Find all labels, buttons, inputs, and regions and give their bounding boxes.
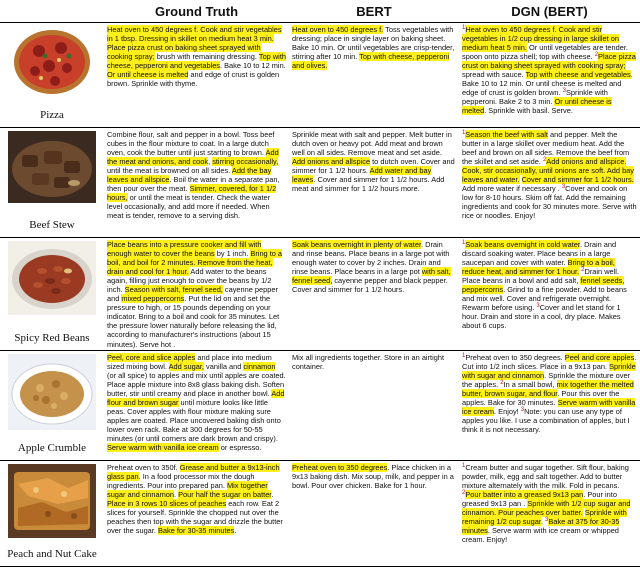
red-beans-photo-icon xyxy=(8,241,96,315)
recipe-text: or espresso. xyxy=(218,443,262,453)
highlighted-text: Add onions and allspice. Cook, stir occasionally, until onions are soft. Add bay leaves and water. xyxy=(462,157,634,185)
recipe-row xyxy=(0,460,640,566)
step-number: 1 xyxy=(462,352,466,359)
highlighted-text: mix together the melted butter, brown sugar, and flour xyxy=(462,379,634,398)
highlighted-text: Add onions and allspice xyxy=(292,157,371,167)
recipe-text: until mixture looks like little peas. Cover apples with flour mixture making sure apples are coated. Place uncovered baking dish onto lower oven rack. Bake at 300 degrees for 50-55 minutes (or until corners are dark brown and crispy). xyxy=(107,397,281,443)
recipe-text: Preheat oven to 350f. xyxy=(107,462,180,472)
dish-cell xyxy=(0,238,104,351)
recipe-text: or until the meat is tender. Check the water level occasionally, and add more if needed. When meat is tender, remove to a serving dish. xyxy=(107,193,271,221)
step-number: 3 xyxy=(536,303,540,310)
highlighted-text: Sprinkle with remaining 1/2 cup sugar xyxy=(462,507,627,526)
highlighted-text: Grease and butter a 9x13-inch glass pan xyxy=(107,462,280,481)
recipe-text: and place into medium sized mixing bowl. xyxy=(107,352,272,371)
step-number: 1 xyxy=(462,240,466,246)
dish-cell xyxy=(0,460,104,566)
highlighted-text: Top with cheese and vegetables xyxy=(525,70,631,80)
recipe-row xyxy=(0,23,640,128)
recipe-text: . In a food processor mix the dough ingredients. Pour into prepared pan. xyxy=(107,471,255,490)
recipe-text: . Drain and rinse beans. Place beans in a large pot with enough water to cover by 2 inches. Drain and rinse beans. Place beans in a large pot xyxy=(292,240,450,277)
highlighted-text: Season with salt, fennel seed, xyxy=(124,285,223,295)
bert-cell xyxy=(289,238,459,351)
recipe-text: Combine flour, salt and pepper in a bowl. Toss beef cubes in the flour mixture to coat. In a large dutch oven, cook the butter until just starting to brown. xyxy=(107,130,275,158)
step-number: 2 xyxy=(594,52,599,59)
highlighted-text: Mix together sugar and cinnamon xyxy=(107,480,268,499)
recipe-text: and pepper. Melt the butter in a large skillet over medium heat. Add the beef and brown on all sides. Remove the beef from the skillet and set aside. xyxy=(462,130,630,167)
highlighted-text: Or until cheese is melted xyxy=(462,97,612,116)
header-row xyxy=(0,0,640,23)
highlighted-text: Simmer, covered, for 1 1/2 hours, xyxy=(107,184,277,203)
highlighted-text: with salt, fennel seed, xyxy=(292,267,451,286)
recipe-text: Sprinkle with pepperoni. Bake 2 to 3 min. xyxy=(462,88,608,107)
dgn-cell xyxy=(459,460,640,566)
highlighted-text: Heat oven to 450 degrees f. Cook and stir vegetables in 1 tbsp. Dressing in skillet on medium heat 3 min. Place pizza crust on baking sheet sprayed with cooking spray; xyxy=(107,25,282,62)
recipe-row xyxy=(0,238,640,351)
recipe-text: . Boil the water in a separate pan, then pour over the meat. xyxy=(107,175,280,194)
recipe-text: . xyxy=(271,489,274,499)
recipe-text: Add water to the beans again, filling just enough to cover the beans by 1/2 inch. xyxy=(107,267,272,295)
header-ground-truth: Ground Truth xyxy=(104,0,289,23)
bert-cell xyxy=(289,460,459,566)
highlighted-text: Cover and simmer for 1 1/2 hours. xyxy=(521,175,634,185)
highlighted-text: Season the beef with salt xyxy=(465,130,548,139)
highlighted-text: cinnamon xyxy=(243,361,276,371)
recipe-text: . Serve warm with ice cream or whipped cream. Enjoy! xyxy=(462,525,619,544)
step-number: 2 xyxy=(542,157,547,164)
recipe-row xyxy=(0,350,640,460)
highlighted-text: Top with cheese, pepperoni and vegetables xyxy=(107,52,286,71)
recipe-text: . xyxy=(540,516,545,526)
recipe-text: until the meat is browned on all sides. xyxy=(107,166,232,176)
step-number: 2 xyxy=(462,489,466,496)
highlighted-text: Soak beans overnight in cold water xyxy=(465,240,580,249)
highlighted-text: stirring occasionally, xyxy=(212,157,279,167)
recipe-text: . Grind to a fine powder. Add to beans and mix well. Cover and refrigerate overnight. Rewarm before using. xyxy=(462,285,627,313)
bert-cell xyxy=(289,350,459,460)
recipe-text: Add more water if necessary . xyxy=(462,184,562,194)
recipe-text: . Pour into greased 9x13 pan . xyxy=(462,489,617,508)
ground-truth-cell xyxy=(104,23,289,128)
recipe-text: (or all spice) to apples and mix until apples are coated. Place apple mixture into 8x8 glass baking dish. Soften butter, stir until creamy and place in another bowl. xyxy=(107,370,286,398)
highlighted-text: Heat oven to 450 degrees f. xyxy=(292,25,384,34)
highlighted-text: Sprinkle with sugar and cinnamon xyxy=(462,361,636,380)
recipe-text: cayenne pepper and xyxy=(107,285,278,304)
recipe-text: Drain well. Place beans in a bowl and add salt, xyxy=(462,267,619,286)
recipe-text: . Enjoy! xyxy=(494,406,521,416)
recipe-text: Preheat oven to 350 degrees. xyxy=(465,352,565,362)
highlighted-text: Place pizza crust on baking sheet sprayed with cooking spray; xyxy=(462,52,636,71)
dish-name: Peach and Nut Cake xyxy=(7,547,97,560)
dish-cell xyxy=(0,23,104,128)
recipe-text: . Bake 10 to 12 min. Or until cheese is melted and edge of crust is golden brown. xyxy=(462,70,633,98)
header-bert: BERT xyxy=(289,0,459,23)
recipe-text: . Sprinkle with basil. Serve. xyxy=(484,106,573,116)
recipe-row xyxy=(0,128,640,238)
highlighted-text: Preheat oven to 350 degrees xyxy=(292,462,388,472)
peach-cake-photo-icon xyxy=(8,464,96,538)
recipe-text: Cream butter and sugar together. Sift flour, baking powder, milk, egg and salt together. Add to butter mixture alternately with the milk. Fold in pecans. xyxy=(462,462,629,490)
ground-truth-cell xyxy=(104,460,289,566)
highlighted-text: Add sugar, xyxy=(168,361,204,371)
ground-truth-cell xyxy=(104,238,289,351)
dgn-cell xyxy=(459,128,640,238)
step-number: 2 xyxy=(500,379,504,386)
step-number: 3 xyxy=(545,516,549,523)
recipe-text: cayenne pepper and black pepper. Cover and simmer for 1 1/2 hours. xyxy=(292,276,448,295)
dgn-cell xyxy=(459,23,640,128)
recipe-text: . xyxy=(234,525,237,535)
step-number: 3 xyxy=(562,88,566,95)
bert-cell xyxy=(289,128,459,238)
recipe-text: . Sprinkle the mixture over the apples. xyxy=(462,370,631,389)
recipe-text: . Cut into 1/2 inch slices. Place in a 9x13 pan. xyxy=(462,352,637,371)
step-number: 3 xyxy=(520,406,525,413)
recipe-text: brush with remaining dressing. xyxy=(154,52,259,62)
recipe-text: . Put the lid on and set the pressure to high, or 15 pounds depending on your indicator. Bring to a boil and cook for 35 minutes. Let the pressure lower naturally before releasing the lid, according to manufacturer's instructions (about 15 minutes). Serve hot . xyxy=(107,294,280,349)
highlighted-text: Peel, core and slice apples xyxy=(107,352,196,362)
bert-cell xyxy=(289,23,459,128)
recipe-text: and edge of crust is golden brown. Sprinkle with thyme. xyxy=(107,70,280,89)
dish-name: Pizza xyxy=(40,109,64,121)
ground-truth-cell xyxy=(104,350,289,460)
apple-crumble-photo-icon xyxy=(8,354,96,430)
recipe-text: . Cover and simmer for 1 1/2 hours. Add meat and simmer for 1 1/2 hours more. xyxy=(292,175,445,194)
step-number: 3 xyxy=(561,184,566,191)
dish-name: Apple Crumble xyxy=(17,441,87,454)
recipe-text: . Pour this over the apples. Bake for 30 minutes. xyxy=(462,388,620,407)
highlighted-text: Place in 3 rows 10 slices of peaches xyxy=(107,498,227,508)
highlighted-text: Soak beans overnight in plenty of water xyxy=(292,240,422,249)
recipe-text: . Bake 10 to 12 min. xyxy=(220,61,286,71)
highlighted-text: Bring to a boil, and boil for 2 minutes. Remove from the heat, drain and cool for 1 hour. xyxy=(107,249,283,277)
highlighted-text: Heat oven to 450 degrees f. Cook and stir vegetables in 1/2 cup dressing in large skillet on medium heat 5 min. xyxy=(462,25,619,53)
recipe-text: Mix all ingredients together. Store in an airtight container. xyxy=(292,352,445,371)
dish-name: Beef Stew xyxy=(29,219,75,231)
header-dish xyxy=(0,0,104,23)
recipe-text: Sprinkle meat with salt and pepper. Melt butter in dutch oven or heavy pot. Add meat and brown well on all sides. Remove meat and set aside. xyxy=(292,130,452,158)
dgn-cell xyxy=(459,238,640,351)
dish-cell xyxy=(0,350,104,460)
highlighted-text: Add the bay leaves and allspice xyxy=(107,166,272,185)
highlighted-text: Add the meat and onions, and cook xyxy=(107,148,279,167)
highlighted-text: Add water and bay leaves xyxy=(292,166,432,185)
dish-name: Spicy Red Beans xyxy=(14,331,90,344)
ground-truth-cell xyxy=(104,128,289,238)
step-number: 2 xyxy=(581,267,585,274)
header-dgn-bert: DGN (BERT) xyxy=(459,0,640,23)
highlighted-text: Serve warm with vanilla ice cream xyxy=(107,443,219,453)
recipe-text: . Place chicken in a 9x13 baking dish. Mix soup, milk, and pepper in a bowl. Pour over chicken. Bake for 1 hour. xyxy=(292,462,454,490)
recipe-text: Note: you can use any type of apples you like. I use a combination of apples, but I think it is not necessary. xyxy=(462,406,630,434)
recipe-text: Toss vegetables with dressing; place in single layer on baking sheet. Bake 10 min. Or until vegetables are crisp-tender, stirring after 10 min. xyxy=(292,25,455,62)
highlighted-text: fennel seeds, peppercorns xyxy=(462,276,625,295)
beef-stew-photo-icon xyxy=(8,131,96,203)
highlighted-text: Bake at 375 for 30-35 minutes xyxy=(462,516,620,535)
highlighted-text: Bring to a boil, reduce heat, and simmer for 1 hour. xyxy=(462,258,615,277)
recipe-text: Or until vegetables are tender. spoon onto pizza shell; top with cheese. xyxy=(462,43,628,62)
step-number: 1 xyxy=(462,462,466,469)
pizza-photo-icon xyxy=(9,26,95,98)
highlighted-text: Sprinkle with 1/2 cup sugar and cinnamon. Pour peaches over batter. xyxy=(462,498,631,517)
highlighted-text: Top with cheese, pepperoni and olives. xyxy=(292,52,450,71)
recipe-text: by 1 inch. xyxy=(214,249,251,259)
recipe-text: Cover and cook on low for 8-10 hours. Skim off fat. Add the remaining ingredients and cook for 30 minutes more. Serve with rice or noodles. Enjoy! xyxy=(462,184,637,221)
step-number: 1 xyxy=(462,130,466,136)
highlighted-text: Pour batter into a greased 9x13 pan xyxy=(465,489,584,499)
highlighted-text: Add flour and brown sugar xyxy=(107,388,285,407)
recipe-text: spread with sauce. xyxy=(462,70,526,80)
recipe-text: vanilla and xyxy=(203,361,244,371)
recipe-text: each row. Eat 2 slices for yourself. Sprinkle the chopped nut over the peaches then top with the sugar and drizzle the butter over the sugar. xyxy=(107,498,283,535)
recipe-text: . xyxy=(173,489,179,499)
recipe-text: . Drain and discard soaking water. Place beans in a large saucepan and cover with water. xyxy=(462,240,617,268)
dgn-cell xyxy=(459,350,640,460)
highlighted-text: Serve warm with vanilla ice cream xyxy=(462,397,636,416)
recipe-text: to dutch oven. Cover and simmer for 1 1/2 hours. xyxy=(292,157,455,176)
highlighted-text: Or until cheese is melted xyxy=(107,70,189,80)
recipe-text: , xyxy=(208,157,213,167)
recipe-text: In a small bowl, xyxy=(503,379,557,389)
highlighted-text: Place beans into a pressure cooker and fill with enough water to cover the beans xyxy=(107,240,262,259)
highlighted-text: Pour half the sugar on batter xyxy=(178,489,272,499)
highlighted-text: Bake for 30-35 minutes xyxy=(157,525,235,535)
recipe-text: Cover and let stand for 1 hour. Drain and store in a cool, dry place. Makes about 6 cups. xyxy=(462,303,621,331)
highlighted-text: mixed peppercorns xyxy=(121,294,185,304)
dish-cell xyxy=(0,128,104,238)
highlighted-text: Peel and core apples xyxy=(564,352,635,362)
step-number: 1 xyxy=(462,25,466,31)
